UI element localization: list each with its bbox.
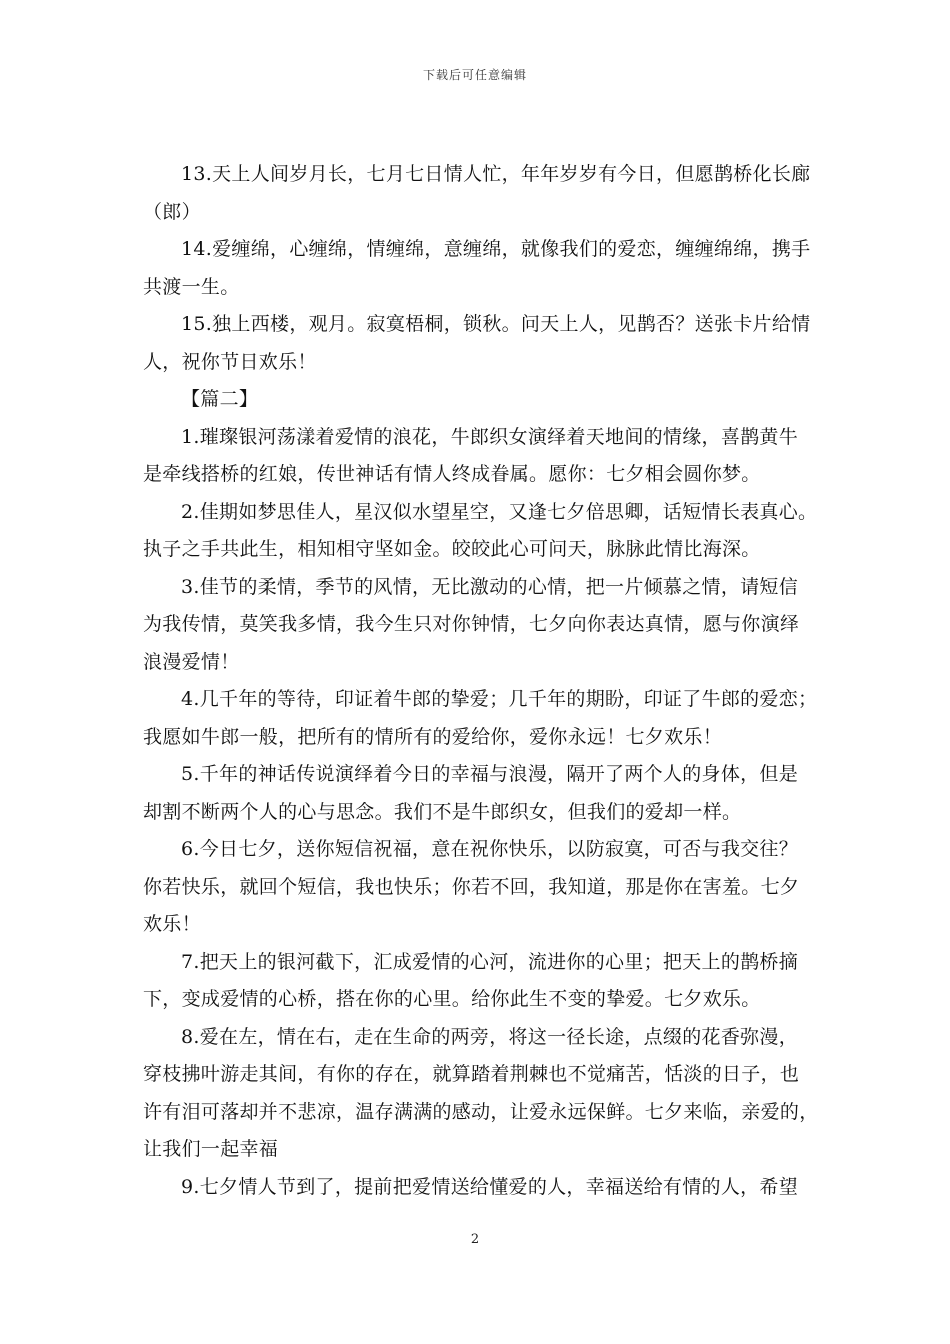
- paragraph-1: [143, 419, 810, 494]
- text-line: 14.爱缠绵，心缠绵，情缠绵，意缠绵，就像我们的爱恋，缠缠绵绵，携手: [181, 238, 811, 260]
- text-line: 15.独上西楼，观月。寂寞梧桐，锁秋。问天上人，见鹊否？送张卡片给情: [181, 313, 811, 335]
- text-line: 我愿如牛郎一般，把所有的情所有的爱给你，爱你永远！七夕欢乐！: [143, 725, 723, 748]
- text-line: 7.把天上的银河截下，汇成爱情的心河，流进你的心里；把天上的鹊桥摘: [181, 950, 799, 973]
- text-line: 5.千年的神话传说演绎着今日的幸福与浪漫，隔开了两个人的身体，但是: [181, 763, 799, 785]
- text-line: 2.佳期如梦思佳人，星汉似水望星空，又逢七夕倍思卿，话短情长表真心。: [181, 500, 818, 523]
- text-line: 1.璀璨银河荡漾着爱情的浪花，牛郎织女演绎着天地间的情缘，喜鹊黄牛: [181, 425, 799, 448]
- text-line: 是牵线搭桥的红娘，传世神话有情人终成眷属。愿你：七夕相会圆你梦。: [143, 463, 761, 485]
- text-line: 4.几千年的等待，印证着牛郎的挚爱；几千年的期盼，印证了牛郎的爱恋；: [181, 688, 818, 710]
- text-line: 你若快乐，就回个短信，我也快乐；你若不回，我知道，那是你在害羞。七夕: [143, 875, 800, 898]
- text-line: 13.天上人间岁月长，七月七日情人忙，年年岁岁有今日，但愿鹊桥化长廊: [181, 163, 811, 185]
- document-body: [143, 156, 819, 1206]
- text-line: 穿枝拂叶游走其间，有你的存在，就算踏着荆棘也不觉痛苦，恬淡的日子，也: [143, 1063, 800, 1085]
- text-line: 为我传情，莫笑我多情，我今生只对你钟情，七夕向你表达真情，愿与你演绎: [143, 613, 800, 635]
- paragraph-8: [143, 1019, 819, 1169]
- paragraph-5: [143, 756, 810, 831]
- paragraph-7: [143, 944, 810, 1019]
- paragraph-15: [143, 306, 810, 381]
- text-line: 共渡一生。: [143, 275, 240, 298]
- paragraph-2: [143, 494, 818, 569]
- page-number: 2: [470, 1232, 480, 1247]
- text-line: 8.爱在左，情在右，走在生命的两旁，将这一径长途，点缀的花香弥漫，: [181, 1025, 799, 1048]
- paragraph-6: [143, 831, 810, 944]
- paragraph-13: [143, 156, 810, 231]
- paragraph-9: [143, 1169, 810, 1207]
- paragraph-4: [143, 681, 818, 756]
- text-line: 却割不断两个人的心与思念。我们不是牛郎织女，但我们的爱却一样。: [143, 800, 742, 823]
- text-line: 下，变成爱情的心桥，搭在你的心里。给你此生不变的挚爱。七夕欢乐。: [143, 988, 761, 1010]
- text-line: 欢乐！: [143, 913, 201, 935]
- section-heading: [143, 381, 810, 419]
- section-title: 【篇二】: [181, 388, 259, 410]
- text-line: 3.佳节的柔情，季节的风情，无比激动的心情，把一片倾慕之情，请短信: [181, 575, 799, 598]
- text-line: 9.七夕情人节到了，提前把爱情送给懂爱的人，幸福送给有情的人，希望: [181, 1175, 799, 1198]
- text-line: 许有泪可落却并不悲凉，温存满满的感动，让爱永远保鲜。七夕来临，亲爱的，: [143, 1100, 819, 1123]
- text-line: 浪漫爱情！: [143, 650, 240, 673]
- text-line: 人，祝你节日欢乐！: [143, 350, 317, 373]
- paragraph-3: [143, 569, 810, 682]
- paragraph-14: [143, 231, 810, 306]
- page-header: 下载后可任意编辑: [422, 68, 527, 82]
- text-line: 让我们一起幸福: [143, 1138, 279, 1160]
- text-line: 执子之手共此生，相知相守坚如金。皎皎此心可问天，脉脉此情比海深。: [143, 538, 761, 560]
- text-line: （郎）: [143, 200, 201, 223]
- text-line: 6.今日七夕，送你短信祝福，意在祝你快乐，以防寂寞，可否与我交往？: [181, 838, 799, 860]
